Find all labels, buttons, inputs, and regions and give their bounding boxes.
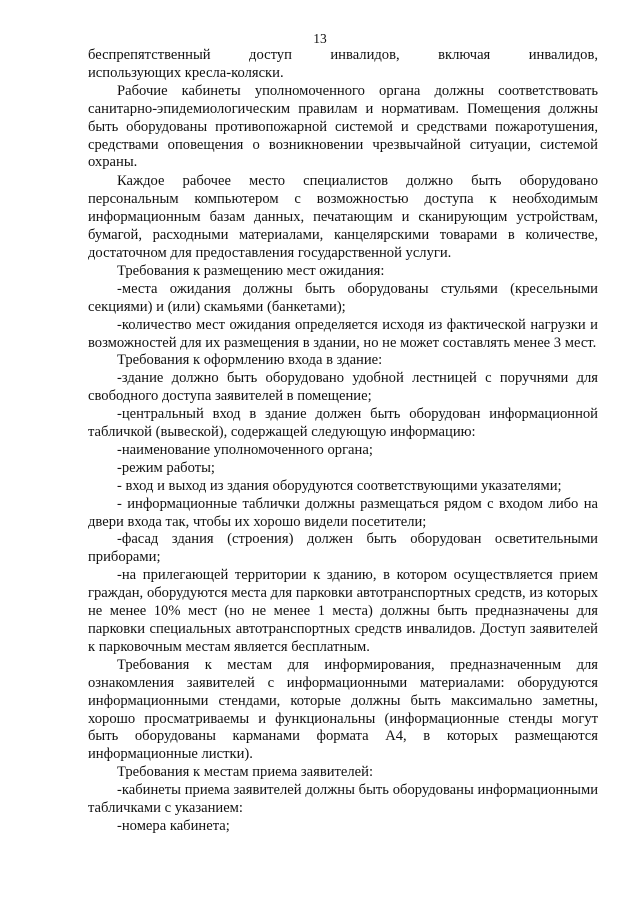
paragraph-14: -фасад здания (строения) должен быть оборудован осветительными приборами; <box>88 531 598 566</box>
paragraph-8: -здание должно быть оборудовано удобной лестницей с поручнями для свободного доступа заявителей в помещение; <box>88 370 598 405</box>
paragraph-13: - информационные таблички должны размещаться рядом с входом либо на двери входа так, чтобы их хорошо видели посетители; <box>88 495 598 530</box>
paragraph-12: - вход и выход из здания оборудуются соответствующими указателями; <box>117 477 562 494</box>
paragraph-5: -места ожидания должны быть оборудованы стульями (кресельными секциями) и (или) скамьями (банкетами); <box>88 280 598 315</box>
paragraph-1 <box>88 47 598 83</box>
paragraph-10: -наименование уполномоченного органа; <box>117 441 373 458</box>
paragraph-2: Рабочие кабинеты уполномоченного органа должны соответствовать санитарно-эпидемиологическим правилам и нормативам. Помещения должны быть оборудованы противопожарной системой и средствами пожаротушения, средствами оповещения о возникновении чрезвычайной ситуации, системой охраны. <box>88 82 598 171</box>
page-number: 13 <box>313 31 327 46</box>
paragraph-9: -центральный вход в здание должен быть оборудован информационной табличкой (вывеской), содержащей следующую информацию: <box>88 406 598 441</box>
paragraph-6: -количество мест ожидания определяется исходя из фактической нагрузки и возможностей для их размещения в здании, но не может составлять менее 3 мест. <box>88 316 598 351</box>
paragraph-1-first-line: беспрепятственный доступ инвалидов, включая инвалидов, <box>88 47 598 63</box>
paragraph-7: Требования к оформлению входа в здание: <box>117 352 383 369</box>
paragraph-19: -номера кабинета; <box>117 817 230 834</box>
paragraph-1-rest: использующих кресла-коляски. <box>88 64 284 81</box>
paragraph-16: Требования к местам для информирования, предназначенным для ознакомления заявителей с информационными материалами: оборудуются информационными стендами, которые должны быть максимально заметны, хорошо просматриваемы и функциональны (информационные стенды могут быть оборудованы карманами формата А4, в которых размещаются информационные листки). <box>88 656 598 763</box>
document-body <box>88 47 598 836</box>
paragraph-11: -режим работы; <box>117 459 215 476</box>
paragraph-18: -кабинеты приема заявителей должны быть оборудованы информационными табличками с указанием: <box>88 782 598 817</box>
paragraph-17: Требования к местам приема заявителей: <box>117 764 374 781</box>
paragraph-3: Каждое рабочее место специалистов должно быть оборудовано персональным компьютером с возможностью доступа к необходимым информационным базам данных, печатающим и сканирующим устройствам, бумагой, расходными материалами, канцелярскими товарами в количестве, достаточном для предоставления государственной услуги. <box>88 173 598 261</box>
paragraph-15: -на прилегающей территории к зданию, в котором осуществляется прием граждан, оборудуются места для парковки автотранспортных средств, из которых не менее 10% мест (но не менее 1 места) должны быть предназначены для парковки специальных автотранспортных средств инвалидов. Доступ заявителей к парковочным местам является бесплатным. <box>88 567 598 655</box>
paragraph-4: Требования к размещению мест ожидания: <box>117 262 385 279</box>
